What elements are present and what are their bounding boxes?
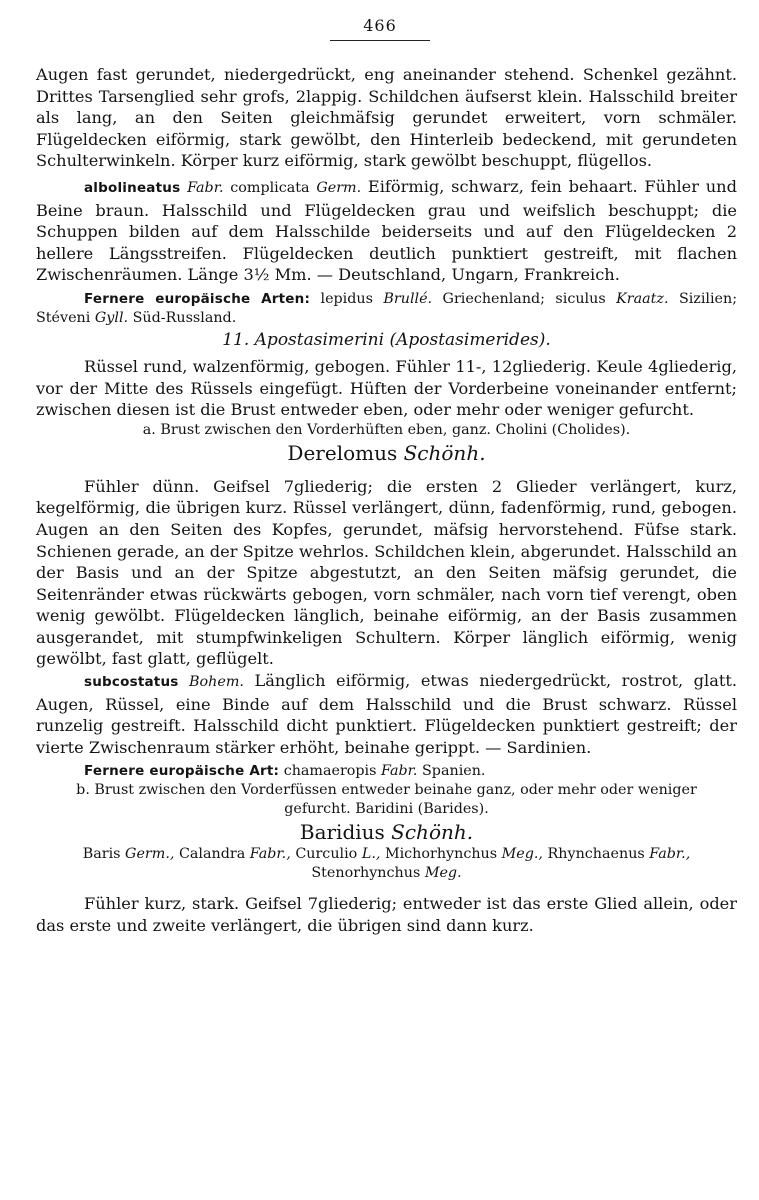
further-author: Kraatz. [616, 290, 669, 307]
species-name: albolineatus [84, 179, 181, 196]
genus-author: Schönh. [391, 820, 474, 845]
synonym-author: Germ., [125, 846, 175, 863]
synonym-genus: Calandra [178, 846, 246, 863]
species-description: Eiförmig, schwarz, fein behaart. Fühler und Beine braun. Halsschild und Flügeldecken grau und weifslich beschuppt; die Schuppen bilden auf dem Halsschilde beiderseits und auf den Flügeldecken 2 hellere Längsstreifen. Flügeldecken deutlich punktiert gestreift, mit flachen Zwischenräumen. Länge 3½ Mm. — Deutschland, Ungarn, Frankreich. [36, 176, 737, 285]
subsection-b-line-1: b. Brust zwischen den Vorderfüssen entweder beinahe ganz, oder mehr oder weniger [76, 782, 697, 799]
genus-synonyms [36, 845, 737, 883]
synonym-genus: Michorhynchus [384, 846, 498, 863]
further-author: Gyll. [94, 309, 129, 326]
further-species-name: chamaeropis [283, 763, 377, 780]
further-author: Brullé. [383, 290, 433, 307]
further-locality: Spanien. [422, 763, 486, 780]
species-description: Länglich eiförmig, etwas niedergedrückt, rostrot, glatt. Augen, Rüssel, eine Binde auf dem Halsschild und die Brust schwarz. Rüssel runzelig gestreift. Halsschild dicht punktiert. Flügeldecken punktiert gestreift; der vierte Zwischenraum stärker erhöht, beinahe gerippt. — Sardinien. [36, 671, 737, 757]
species-author: Bohem. [189, 674, 244, 691]
further-label: Fernere europäische Arten: [84, 290, 311, 307]
synonym-author: Fabr., [249, 846, 291, 863]
subsection-b-heading [36, 781, 737, 819]
synonym-genus: Baris [82, 846, 121, 863]
subsection-b-line-2: gefurcht. Baridini (Barides). [284, 801, 489, 818]
further-species-2 [36, 762, 737, 781]
further-species-1 [36, 290, 737, 328]
section-heading: 11. Apostasimerini (Apostasimerides). [222, 329, 551, 350]
species-name: subcostatus [84, 674, 179, 691]
genus-description: Fühler dünn. Geifsel 7gliederig; die ersten 2 Glieder verlängert, kurz, kegelförmig, die übrigen kurz. Rüssel verlängert, dünn, fadenförmig, rund, gebogen. Augen an den Seiten des Kopfes, gerundet, mäfsig hervorstehend. Füfse stark. Schienen gerade, an der Spitze wehrlos. Schildchen klein, abgerundet. Halsschild an der Basis und an der Spitze abgestutzt, an den Seiten mäfsig gerundet, die Seitenränder etwas rückwärts gebogen, vorn schmäler, nach vorn tief verengt, oben wenig gewölbt. Flügeldecken länglich, beinahe eiförmig, an der Basis zusammen ausgerandet, mit stumpfwinkeligen Schultern. Körper länglich eiförmig, wenig gewölbt, fast glatt, geflügelt. [36, 476, 737, 669]
further-locality: Süd-Russland. [132, 309, 237, 326]
genus-description: Fühler kurz, stark. Geifsel 7gliederig; entweder ist das erste Glied allein, oder das erste und zweite verlängert, die übrigen sind dann kurz. [36, 894, 737, 936]
synonym-author: L., [361, 846, 381, 863]
further-locality: Griechenland; siculus [442, 290, 606, 307]
section-description: Rüssel rund, walzenförmig, gebogen. Fühler 11-, 12gliederig. Keule 4gliederig, vor der Mitte des Rüssels eingefügt. Hüften der Vorderbeine voneinander entfernt; zwischen diesen ist die Brust entweder eben, oder mehr oder weniger gefurcht. [36, 356, 737, 420]
synonym-author: Fabr., [649, 846, 691, 863]
page-content [36, 64, 737, 937]
species-synonym: complicata [230, 179, 310, 196]
synonym-author: Meg., [501, 846, 543, 863]
genus-heading-derelomus [36, 440, 737, 466]
genus-author: Schönh. [403, 440, 486, 465]
further-author: Fabr. [381, 763, 418, 780]
species-subcostatus [36, 670, 737, 758]
synonym-author: Meg. [424, 865, 462, 882]
page-number-rule [330, 40, 430, 41]
species-albolineatus [36, 176, 737, 286]
synonym-author: Germ. [316, 179, 362, 196]
intro-paragraph: Augen fast gerundet, niedergedrückt, eng aneinander stehend. Schenkel gezähnt. Drittes Tarsenglied sehr grofs, 2lappig. Schildchen äufserst klein. Halsschild breiter als lang, an den Seiten gleichmäfsig gerundet erweitert, vorn schmäler. Flügeldecken eiförmig, stark gewölbt, den Hinterleib bedeckend, mit gerundeten Schulterwinkeln. Körper kurz eiförmig, stark gewölbt beschuppt, flügellos. [36, 65, 737, 171]
species-author: Fabr. [187, 179, 224, 196]
further-species-name: lepidus [320, 290, 373, 307]
further-label: Fernere europäische Art: [84, 763, 280, 780]
genus-name: Baridius [299, 820, 385, 845]
synonym-genus: Curculio [295, 846, 358, 863]
genus-name: Derelomus [287, 440, 398, 465]
page-number: 466 [363, 16, 397, 35]
subsection-a-heading: a. Brust zwischen den Vorderhüften eben, ganz. Cholini (Cholides). [142, 421, 631, 438]
genus-heading-baridius [36, 819, 737, 845]
further-locality: Sizilien; Stéveni [36, 290, 738, 326]
synonym-genus: Rhynchaenus [547, 846, 645, 863]
synonym-genus: Stenorhynchus [311, 865, 421, 882]
